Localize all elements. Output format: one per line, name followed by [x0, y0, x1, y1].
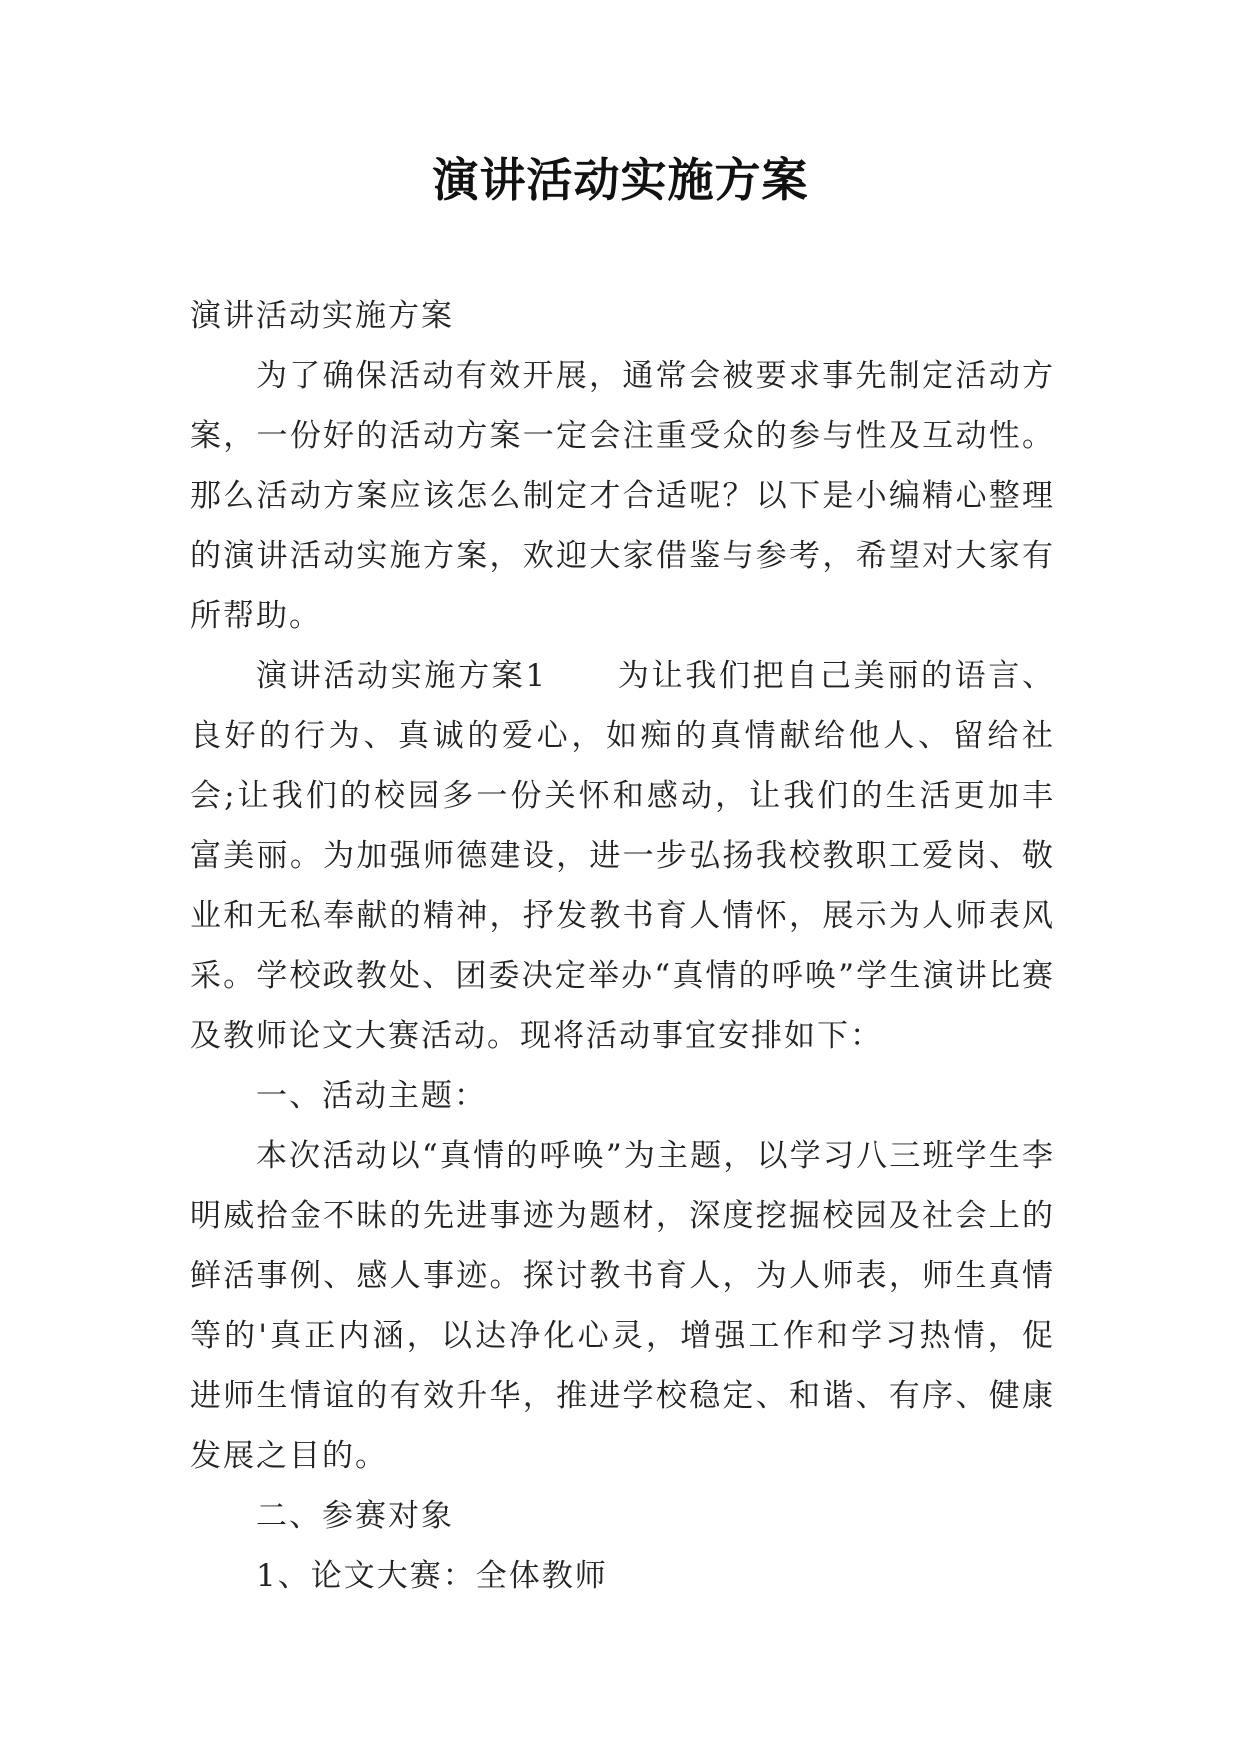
subtitle-paragraph: 演讲活动实施方案: [190, 298, 454, 334]
section1-paragraph: [190, 646, 1055, 1066]
section1-label: 演讲活动实施方案1: [256, 658, 548, 694]
heading-participants: 二、参赛对象: [256, 1498, 454, 1534]
heading-activity-theme: 一、活动主题：: [256, 1078, 487, 1114]
section1-text: 为让我们把自己美丽的语言、良好的行为、真诚的爱心，如痴的真情献给他人、留给社会;让我们的校园多一份关怀和感动，让我们的生活更加丰富美丽。为加强师德建设，进一步弘扬我校教职工爱岗、敬业和无私奉献的精神，抒发教书育人情怀，展示为人师表风采。学校政教处、团委决定举办“真情的呼唤”学生演讲比赛及教师论文大赛活动。现将活动事宜安排如下：: [190, 658, 1056, 1054]
theme-paragraph: 本次活动以“真情的呼唤”为主题，以学习八三班学生李明威拾金不昧的先进事迹为题材，深度挖掘校园及社会上的鲜活事例、感人事迹。探讨教书育人，为人师表，师生真情等的'真正内涵，以达净化心灵，增强工作和学习热情，促进师生情谊的有效升华，推进学校稳定、和谐、有序、健康发展之目的。: [190, 1138, 1055, 1474]
list-item-essay-contest: 1、论文大赛：全体教师: [256, 1558, 608, 1594]
document-title: 演讲活动实施方案: [432, 153, 809, 207]
intro-paragraph: 为了确保活动有效开展，通常会被要求事先制定活动方案，一份好的活动方案一定会注重受众的参与性及互动性。那么活动方案应该怎么制定才合适呢？以下是小编精心整理的演讲活动实施方案，欢迎大家借鉴与参考，希望对大家有所帮助。: [190, 358, 1055, 634]
document-body: [190, 286, 1055, 1606]
